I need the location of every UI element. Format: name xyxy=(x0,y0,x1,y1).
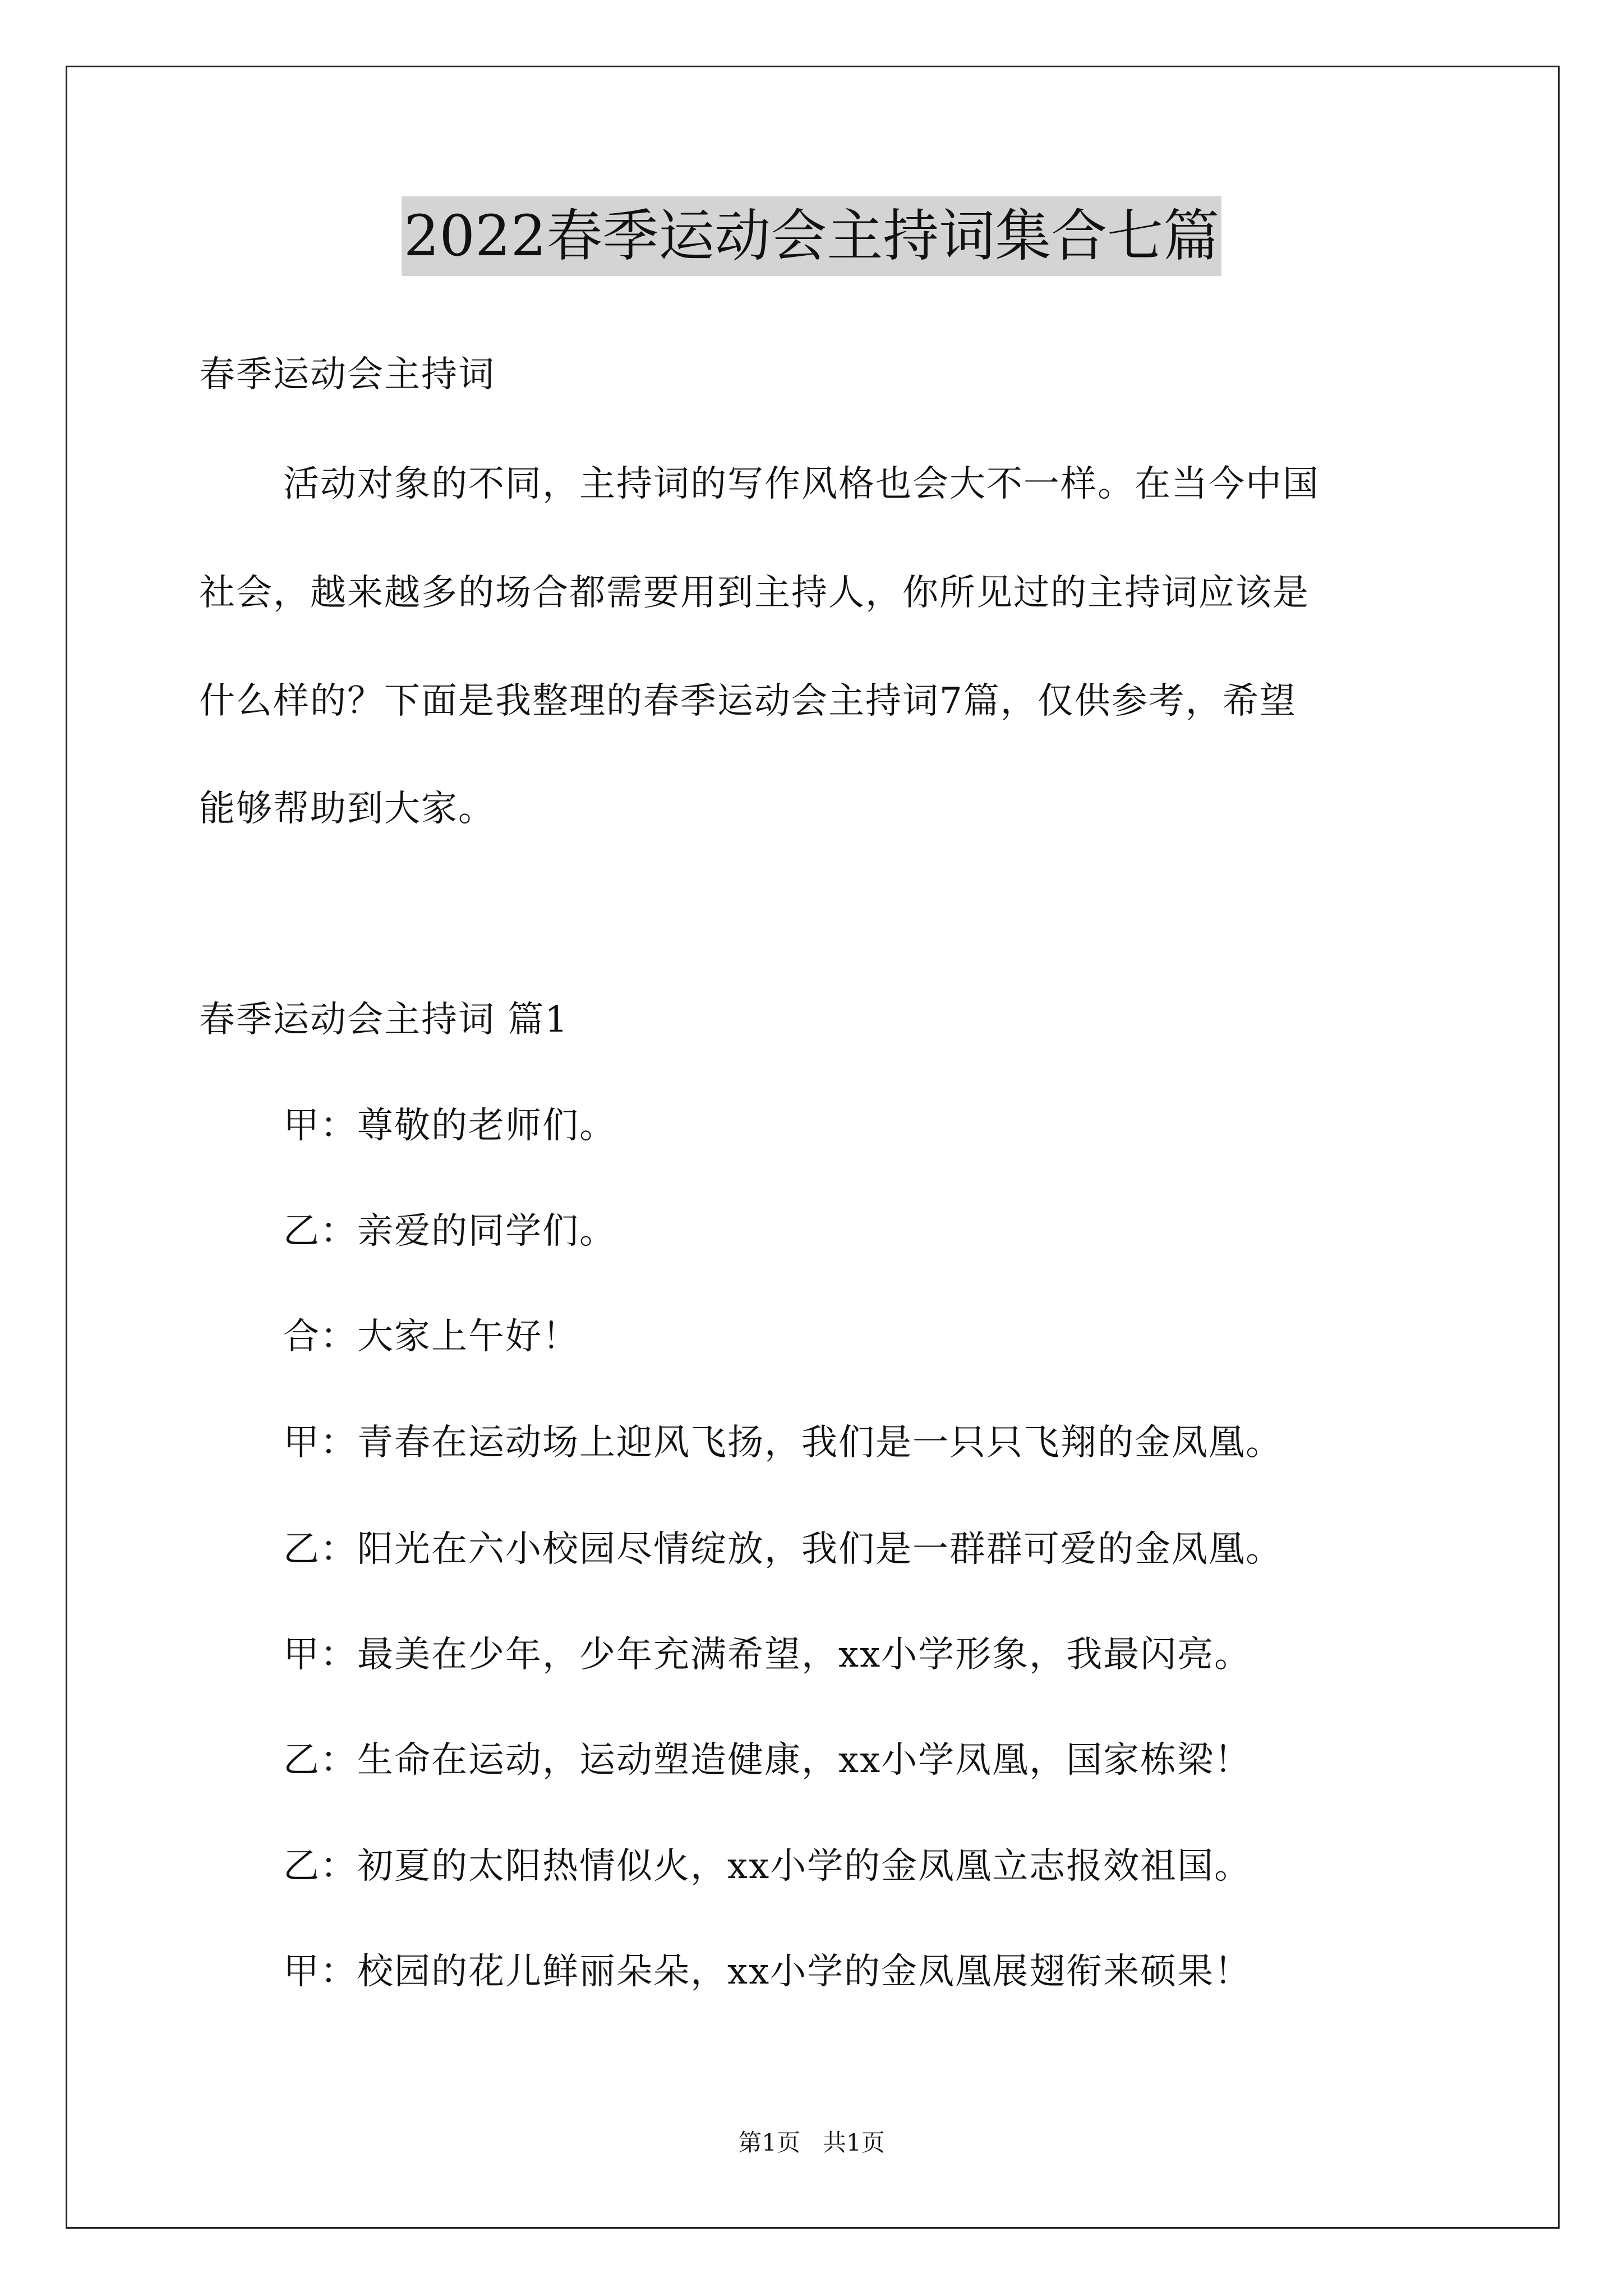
section-heading: 春季运动会主持词 篇1 xyxy=(199,999,569,1041)
intro-heading: 春季运动会主持词 xyxy=(199,354,495,395)
dialogue-line: 甲：校园的花儿鲜丽朵朵，xx小学的金凤凰展翅衔来硕果！ xyxy=(283,1951,1252,1993)
dialogue-line: 乙：阳光在六小校园尽情绽放，我们是一群群可爱的金凤凰。 xyxy=(283,1529,1283,1570)
page-footer: 第1页 共1页 xyxy=(738,2129,885,2156)
dialogue-line: 甲：青春在运动场上迎风飞扬，我们是一只只飞翔的金凤凰。 xyxy=(283,1422,1283,1464)
dialogue-line: 乙：生命在运动，运动塑造健康，xx小学凤凰，国家栋梁！ xyxy=(283,1740,1252,1781)
dialogue-line: 合：大家上午好！ xyxy=(283,1316,579,1358)
dialogue-line: 乙：初夏的太阳热情似火，xx小学的金凤凰立志报效祖国。 xyxy=(283,1846,1252,1887)
dialogue-line: 甲：尊敬的老师们。 xyxy=(283,1105,616,1147)
dialogue-line: 甲：最美在少年，少年充满希望，xx小学形象，我最闪亮。 xyxy=(283,1634,1252,1676)
intro-line-2: 社会，越来越多的场合都需要用到主持人，你所见过的主持词应该是 xyxy=(199,572,1310,614)
document-title: 2022春季运动会主持词集合七篇 xyxy=(402,196,1222,276)
intro-line-3: 什么样的？下面是我整理的春季运动会主持词7篇，仅供参考，希望 xyxy=(199,680,1297,722)
intro-line-4: 能够帮助到大家。 xyxy=(199,788,495,830)
dialogue-line: 乙：亲爱的同学们。 xyxy=(283,1211,616,1252)
intro-line-1: 活动对象的不同，主持词的写作风格也会大不一样。在当今中国 xyxy=(283,463,1320,505)
title-container xyxy=(0,196,1623,276)
